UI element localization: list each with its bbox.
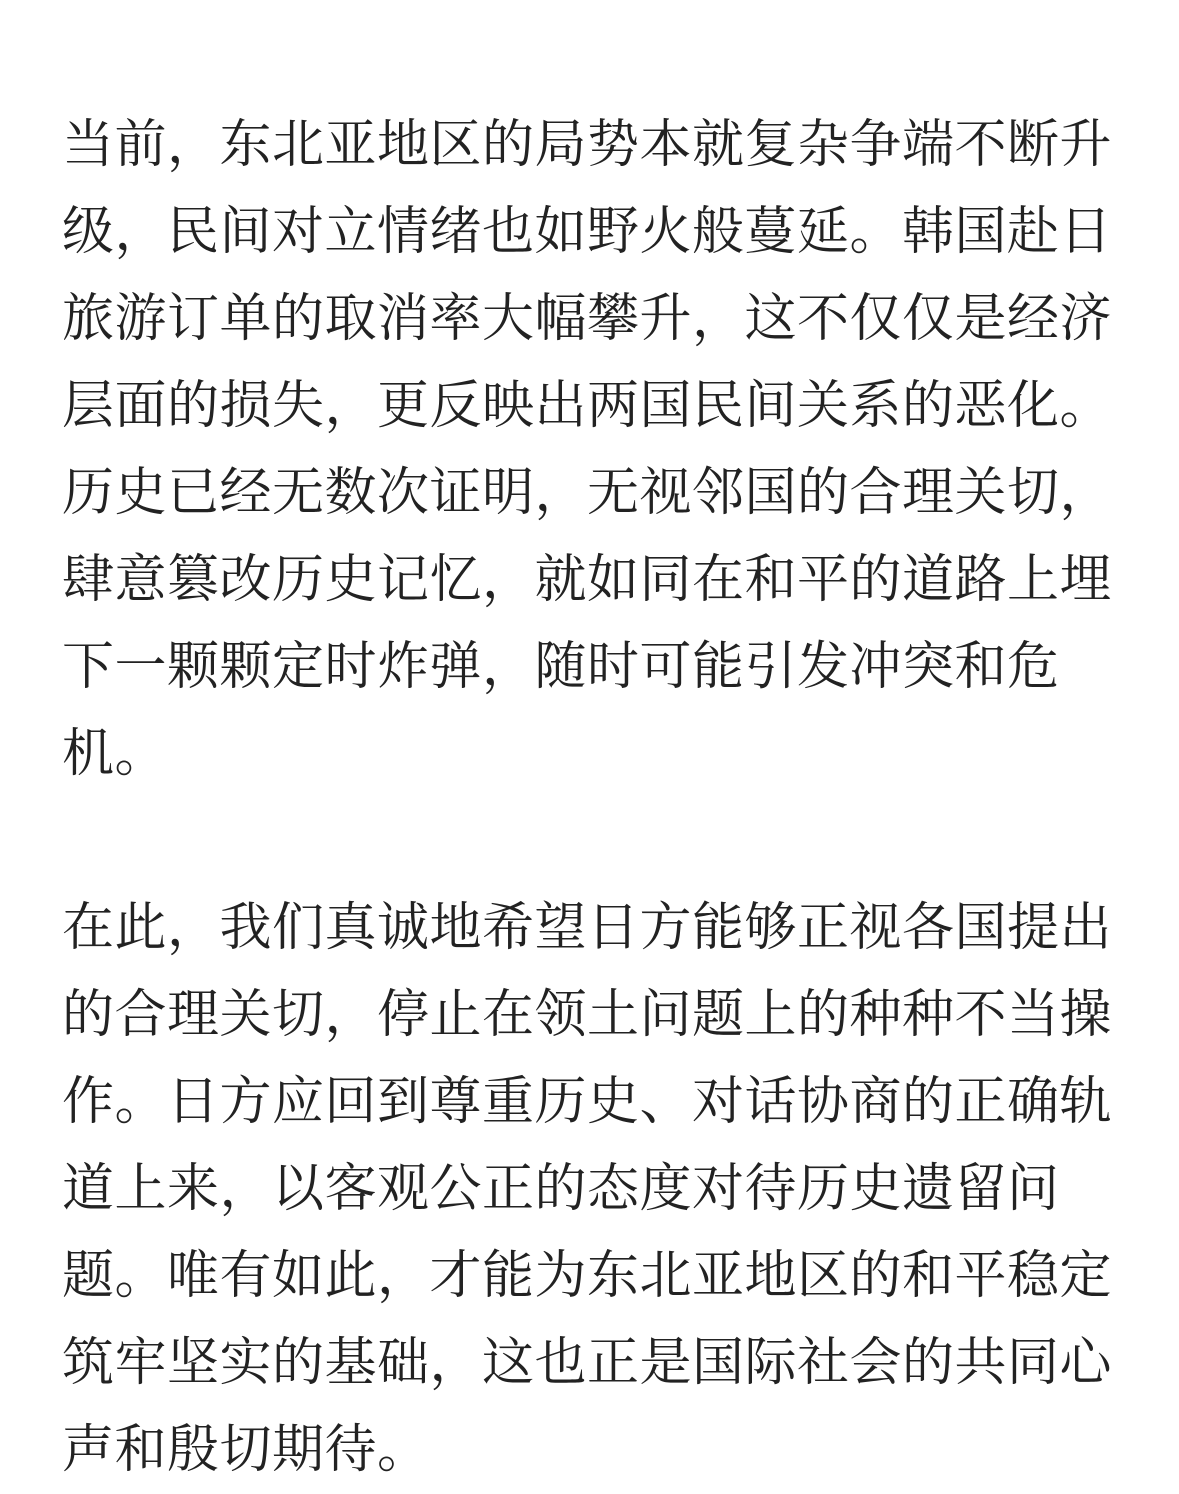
- article-body: [62, 102, 1122, 1494]
- article-paragraph-1: 当前，东北亚地区的局势本就复杂争端不断升级，民间对立情绪也如野火般蔓延。韩国赴日旅游订单的取消率大幅攀升，这不仅仅是经济层面的损失，更反映出两国民间关系的恶化。历史已经无数次证明，无视邻国的合理关切，肆意篡改历史记忆，就如同在和平的道路上埋下一颗颗定时炸弹，随时可能引发冲突和危机。: [62, 115, 1113, 784]
- article-paragraph-2: 在此，我们真诚地希望日方能够正视各国提出的合理关切，停止在领土问题上的种种不当操作。日方应回到尊重历史、对话协商的正确轨道上来，以客观公正的态度对待历史遗留问题。唯有如此，才能为东北亚地区的和平稳定筑牢坚实的基础，这也正是国际社会的共同心声和殷切期待。: [62, 898, 1113, 1480]
